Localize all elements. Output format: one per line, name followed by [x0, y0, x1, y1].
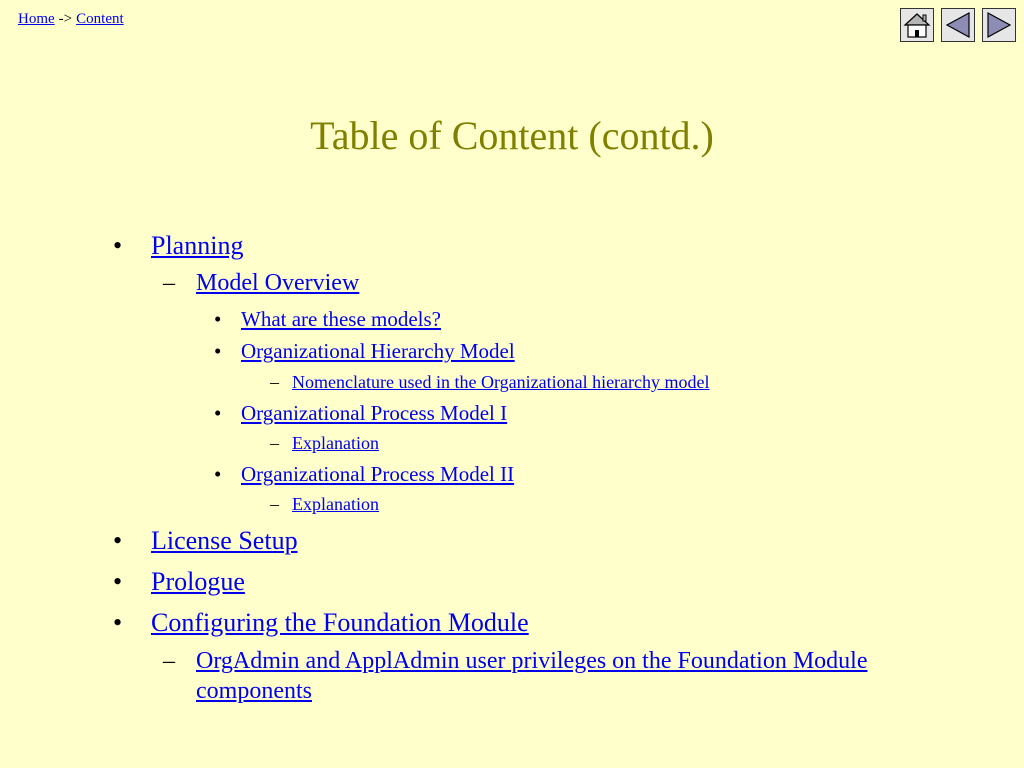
toc-link-planning[interactable]: Planning: [151, 231, 244, 260]
bullet-marker: •: [214, 339, 222, 363]
next-arrow-icon: [985, 11, 1013, 39]
toc-link-orgadmin-appladmin-privileges-line2[interactable]: components: [196, 678, 312, 704]
dash-marker: –: [270, 372, 279, 392]
previous-arrow-icon: [944, 11, 972, 39]
toc-link-license-setup[interactable]: License Setup: [151, 526, 298, 555]
home-button[interactable]: [900, 8, 934, 42]
toc-link-what-are-these-models[interactable]: What are these models?: [241, 307, 441, 331]
home-icon: [903, 11, 931, 39]
bullet-marker: •: [214, 307, 222, 331]
toc-link-organizational-process-model-1[interactable]: Organizational Process Model I: [241, 401, 508, 425]
toc-link-model-overview[interactable]: Model Overview: [196, 270, 360, 296]
toc-link-configuring-foundation-module[interactable]: Configuring the Foundation Module: [151, 608, 529, 637]
dash-marker: –: [163, 270, 175, 296]
previous-slide-button[interactable]: [941, 8, 975, 42]
bullet-marker: •: [113, 526, 123, 555]
bullet-marker: •: [214, 462, 222, 486]
dash-marker: –: [270, 433, 279, 453]
breadcrumb-content-link[interactable]: Content: [76, 11, 124, 27]
slide-navigation: [900, 8, 1016, 42]
breadcrumb-home-link[interactable]: Home: [18, 11, 55, 27]
dash-marker: –: [270, 494, 279, 514]
toc-link-orgadmin-appladmin-privileges[interactable]: OrgAdmin and ApplAdmin user privileges on the Foundation Module: [196, 648, 868, 674]
toc-link-explanation-1[interactable]: Explanation: [292, 433, 379, 453]
dash-marker: –: [163, 648, 175, 674]
toc-link-explanation-2[interactable]: Explanation: [292, 494, 379, 514]
bullet-marker: •: [214, 401, 222, 425]
toc-link-organizational-process-model-2[interactable]: Organizational Process Model II: [241, 462, 515, 486]
breadcrumb: [18, 11, 124, 28]
toc-link-organizational-hierarchy-model[interactable]: Organizational Hierarchy Model: [241, 339, 515, 363]
next-slide-button[interactable]: [982, 8, 1016, 42]
bullet-marker: •: [113, 567, 123, 596]
toc-link-nomenclature[interactable]: Nomenclature used in the Organizational hierarchy model: [292, 372, 710, 392]
page-title: Table of Content (contd.): [310, 113, 714, 158]
breadcrumb-separator: ->: [58, 11, 73, 27]
bullet-marker: •: [113, 608, 123, 637]
toc-link-prologue[interactable]: Prologue: [151, 567, 245, 596]
bullet-marker: •: [113, 231, 123, 260]
